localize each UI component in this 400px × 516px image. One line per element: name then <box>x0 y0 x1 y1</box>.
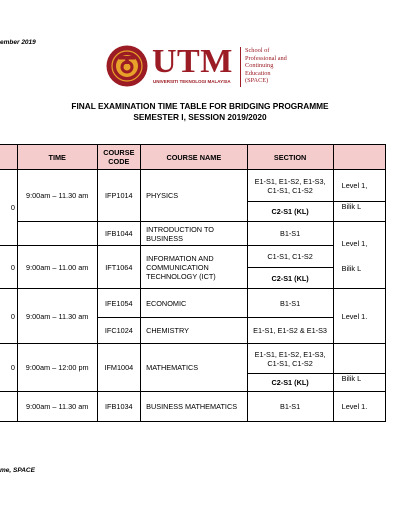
table-header-row <box>0 145 386 170</box>
time-cell: 9:00am – 11.30 am <box>17 392 97 422</box>
course-code-cell: IFP1014 <box>97 170 141 222</box>
header-time: TIME <box>17 145 97 170</box>
course-name-cell: INTRODUCTION TO BUSINESS <box>141 222 247 246</box>
section-cell: C2-S1 (KL) <box>247 202 333 222</box>
header-venue <box>333 145 385 170</box>
utm-emblem-icon <box>106 45 148 87</box>
venue-cell: Level 1, Bilik L <box>333 222 385 289</box>
day-cell: 0 <box>0 289 17 344</box>
section-cell: C2-S1 (KL) <box>247 268 333 289</box>
time-cell: 9:00am – 11.30 am <box>17 170 97 222</box>
time-cell: 9:00am – 11.00 am <box>17 246 97 289</box>
section-cell: E1-S1, E1-S2, E1-S3, C1-S1, C1-S2 <box>247 344 333 374</box>
course-code-cell: IFT1064 <box>97 246 141 289</box>
section-cell: B1-S1 <box>247 392 333 422</box>
section-cell: C2-S1 (KL) <box>247 374 333 392</box>
course-code-cell: IFC1024 <box>97 318 141 344</box>
course-name-cell: PHYSICS <box>141 170 247 222</box>
table-row <box>0 344 386 374</box>
course-code-cell: IFB1044 <box>97 222 141 246</box>
header-course-code: COURSE CODE <box>97 145 141 170</box>
day-cell: 0 <box>0 170 17 246</box>
table-row <box>0 170 386 202</box>
footer-fragment: me, SPACE <box>0 467 35 474</box>
document-subtitle: SEMESTER I, SESSION 2019/2020 <box>133 112 267 122</box>
venue-cell: Level 1. <box>333 289 385 344</box>
course-name-cell: INFORMATION AND COMMUNICATION TECHNOLOGY (ICT) <box>141 246 247 289</box>
header-course-name: COURSE NAME <box>141 145 247 170</box>
venue-cell <box>333 344 385 374</box>
course-code-cell: IFE1054 <box>97 289 141 318</box>
course-name-cell: BUSINESS MATHEMATICS <box>141 392 247 422</box>
course-name-cell: MATHEMATICS <box>141 344 247 392</box>
section-cell: E1-S1, E1-S2, E1-S3, C1-S1, C1-S2 <box>247 170 333 202</box>
logo-divider <box>240 47 241 87</box>
table-row <box>0 392 386 422</box>
school-name: School of Professional and Continuing Education (SPACE) <box>245 47 287 85</box>
date-fragment: ember 2019 <box>0 39 36 46</box>
university-name: UNIVERSITI TEKNOLOGI MALAYSIA <box>153 79 231 84</box>
time-cell <box>17 222 97 246</box>
day-cell: 0 <box>0 344 17 392</box>
header-date <box>0 145 17 170</box>
course-name-cell: ECONOMIC <box>141 289 247 318</box>
venue-cell: Level 1. <box>333 392 385 422</box>
table-row <box>0 246 386 268</box>
exam-timetable <box>0 144 386 422</box>
document-title: FINAL EXAMINATION TIME TABLE FOR BRIDGING PROGRAMME <box>71 101 329 111</box>
section-cell: C1-S1, C1-S2 <box>247 246 333 268</box>
table-row <box>0 289 386 318</box>
utm-logo-text: UTM <box>152 43 233 80</box>
table-row <box>0 222 386 246</box>
venue-cell: Bilik L <box>333 202 385 222</box>
venue-cell: Bilik L <box>333 374 385 392</box>
section-cell: E1-S1, E1-S2 & E1-S3 <box>247 318 333 344</box>
section-cell: B1-S1 <box>247 222 333 246</box>
day-cell <box>0 392 17 422</box>
time-cell: 9:00am – 11.30 am <box>17 289 97 344</box>
time-cell: 9:00am – 12:00 pm <box>17 344 97 392</box>
course-name-cell: CHEMISTRY <box>141 318 247 344</box>
day-cell: 0 <box>0 246 17 289</box>
course-code-cell: IFM1004 <box>97 344 141 392</box>
venue-cell: Level 1, <box>333 170 385 202</box>
section-cell: B1-S1 <box>247 289 333 318</box>
header-section: SECTION <box>247 145 333 170</box>
utm-space-logo <box>106 45 306 93</box>
course-code-cell: IFB1034 <box>97 392 141 422</box>
